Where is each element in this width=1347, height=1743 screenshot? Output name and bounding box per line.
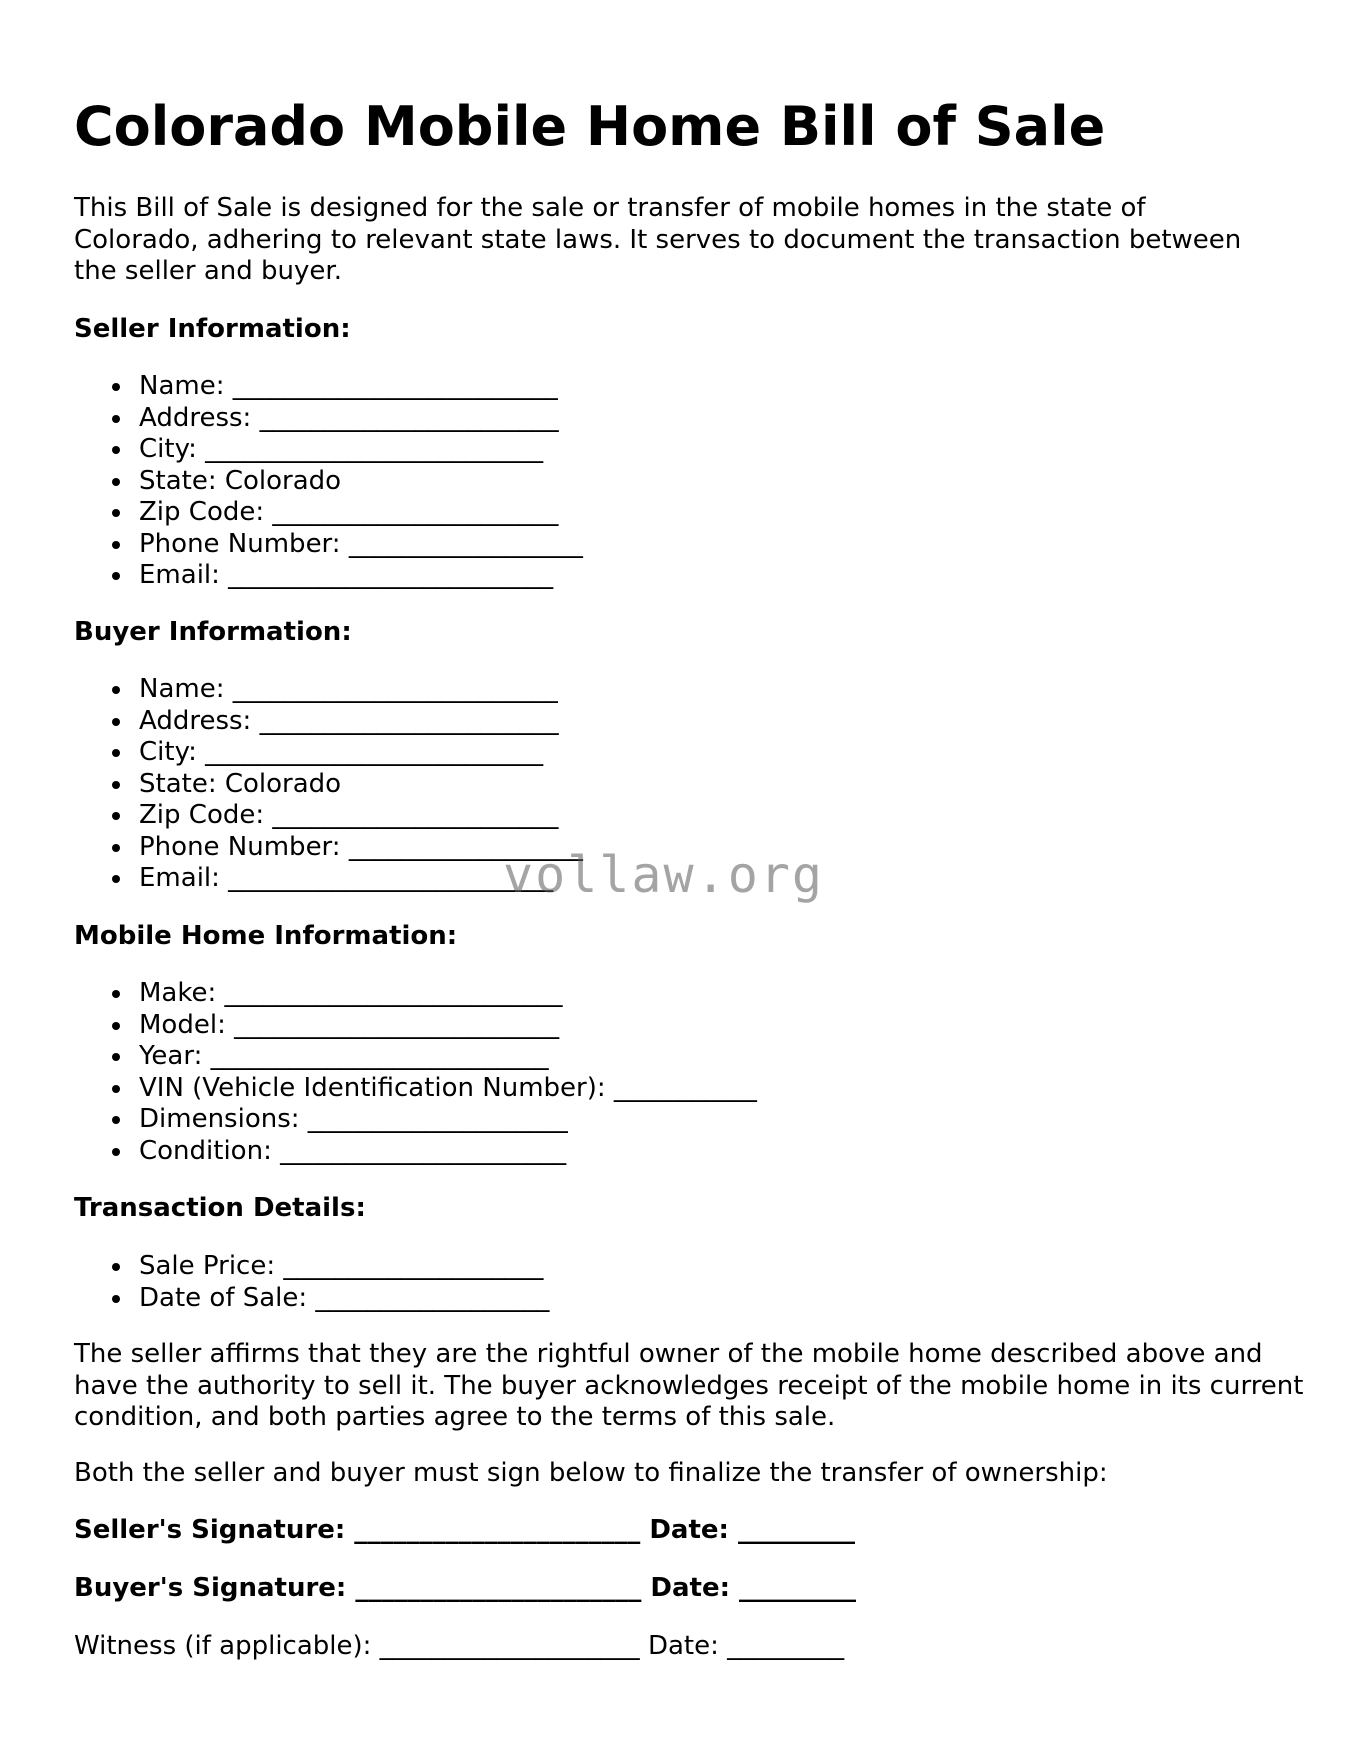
watermark: vollaw.org — [503, 846, 825, 904]
mobile-home-section-heading: Mobile Home Information: — [74, 921, 458, 951]
buyer-signature-line: Buyer's Signature: ______________________ Date: _________ — [74, 1573, 857, 1603]
affirmation-paragraph: The seller affirms that they are the rightful owner of the mobile home described above and have the authority to sell it. The buyer acknowledges receipt of the mobile home in its current condition, and both parties agree to the terms of this sale. — [74, 1339, 1304, 1432]
buyer-section-heading: Buyer Information: — [74, 617, 352, 647]
buyer-fields-list — [74, 674, 583, 895]
seller-state-field: State: Colorado — [74, 466, 583, 498]
transaction-section-heading: Transaction Details: — [74, 1193, 366, 1223]
mobile-home-dimensions-field: Dimensions: ____________________ — [74, 1104, 757, 1136]
buyer-email-field: Email: _________________________ — [74, 863, 583, 895]
seller-signature-line: Seller's Signature: ______________________ Date: _________ — [74, 1515, 855, 1545]
seller-fields-list — [74, 371, 583, 592]
buyer-city-field: City: __________________________ — [74, 737, 583, 769]
mobile-home-year-field: Year: __________________________ — [74, 1041, 757, 1073]
mobile-home-fields-list — [74, 978, 757, 1167]
seller-phone-field: Phone Number: __________________ — [74, 529, 583, 561]
document-title: Colorado Mobile Home Bill of Sale — [74, 95, 1106, 158]
mobile-home-condition-field: Condition: ______________________ — [74, 1136, 757, 1168]
buyer-phone-field: Phone Number: __________________ — [74, 832, 583, 864]
transaction-fields-list — [74, 1251, 549, 1314]
sale-price-field: Sale Price: ____________________ — [74, 1251, 549, 1283]
intro-paragraph: This Bill of Sale is designed for the sale or transfer of mobile homes in the state of Colorado, adhering to relevant state laws. It serves to document the transaction between the seller and buyer. — [74, 193, 1242, 286]
buyer-state-field: State: Colorado — [74, 769, 583, 801]
buyer-address-field: Address: _______________________ — [74, 706, 583, 738]
mobile-home-make-field: Make: __________________________ — [74, 978, 757, 1010]
mobile-home-vin-field: VIN (Vehicle Identification Number): ___________ — [74, 1073, 757, 1105]
seller-name-field: Name: _________________________ — [74, 371, 583, 403]
witness-signature-line: Witness (if applicable): ____________________ Date: _________ — [74, 1631, 845, 1661]
seller-email-field: Email: _________________________ — [74, 560, 583, 592]
seller-address-field: Address: _______________________ — [74, 403, 583, 435]
signing-instruction: Both the seller and buyer must sign below to finalize the transfer of ownership: — [74, 1458, 1108, 1488]
seller-section-heading: Seller Information: — [74, 314, 351, 344]
mobile-home-model-field: Model: _________________________ — [74, 1010, 757, 1042]
buyer-zip-field: Zip Code: ______________________ — [74, 800, 583, 832]
seller-zip-field: Zip Code: ______________________ — [74, 497, 583, 529]
seller-city-field: City: __________________________ — [74, 434, 583, 466]
date-of-sale-field: Date of Sale: __________________ — [74, 1283, 549, 1315]
buyer-name-field: Name: _________________________ — [74, 674, 583, 706]
